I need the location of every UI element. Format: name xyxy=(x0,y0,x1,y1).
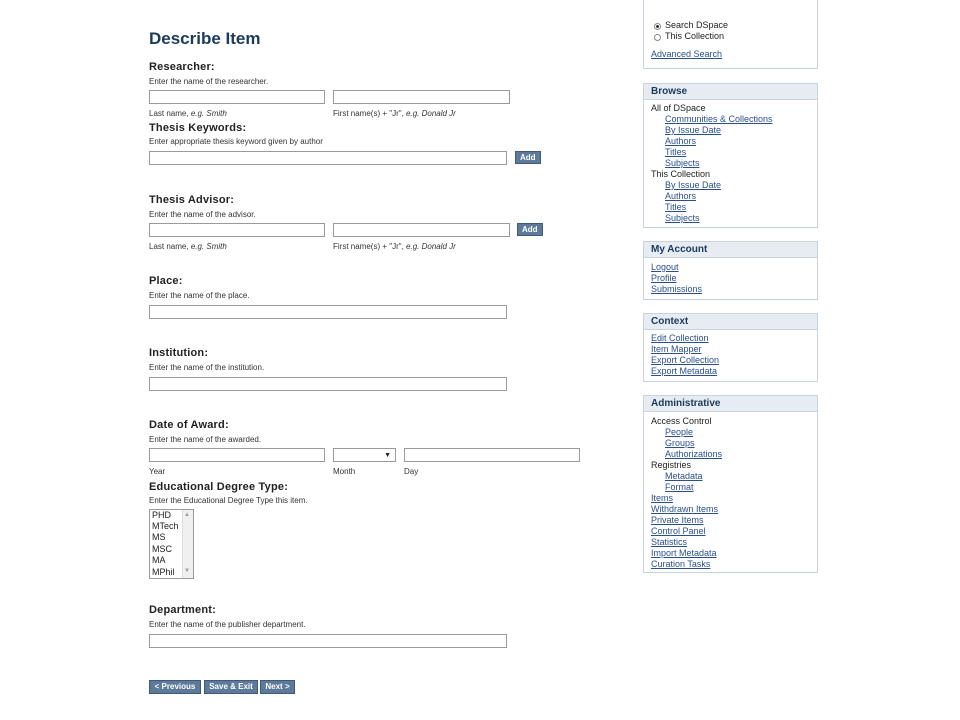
keywords-label: Thesis Keywords: xyxy=(149,122,247,134)
place-label: Place: xyxy=(149,275,183,287)
browse-collection-heading: This Collection xyxy=(651,169,711,179)
browse-titles-link[interactable]: Titles xyxy=(665,147,687,157)
browse-issue-date-link[interactable]: By Issue Date xyxy=(665,125,722,135)
format-link[interactable]: Format xyxy=(665,482,694,492)
metadata-link[interactable]: Metadata xyxy=(665,471,703,481)
edit-collection-link[interactable]: Edit Collection xyxy=(651,333,709,343)
admin-title: Administrative xyxy=(644,396,817,412)
degree-option[interactable]: MA xyxy=(152,555,166,565)
keywords-add-button[interactable]: Add xyxy=(515,151,541,164)
context-title: Context xyxy=(644,314,817,330)
scroll-down-icon[interactable]: ▼ xyxy=(184,568,190,574)
logout-link[interactable]: Logout xyxy=(651,262,679,272)
authorizations-link[interactable]: Authorizations xyxy=(665,449,723,459)
registries-heading: Registries xyxy=(651,460,692,470)
item-mapper-link[interactable]: Item Mapper xyxy=(651,344,702,354)
import-metadata-link[interactable]: Import Metadata xyxy=(651,548,717,558)
listbox-scrollbar[interactable] xyxy=(182,510,193,578)
groups-link[interactable]: Groups xyxy=(665,438,695,448)
scroll-up-icon[interactable]: ▲ xyxy=(184,512,190,518)
researcher-first-name-input[interactable] xyxy=(333,90,510,104)
degree-option[interactable]: MTech xyxy=(152,521,179,531)
control-panel-link[interactable]: Control Panel xyxy=(651,526,706,536)
export-collection-link[interactable]: Export Collection xyxy=(651,355,720,365)
department-input[interactable] xyxy=(149,634,507,648)
date-award-label: Date of Award: xyxy=(149,419,229,431)
collection-authors-link[interactable]: Authors xyxy=(665,191,697,201)
advisor-label: Thesis Advisor: xyxy=(149,194,235,206)
browse-title: Browse xyxy=(644,84,817,100)
chevron-down-icon: ▼ xyxy=(384,452,391,459)
advisor-help: Enter the name of the advisor. xyxy=(149,210,256,219)
search-dspace-label: Search DSpace xyxy=(665,20,729,30)
degree-option[interactable]: MSC xyxy=(152,544,172,554)
page-title: Describe Item xyxy=(149,29,261,48)
advisor-last-name-input[interactable] xyxy=(149,223,325,237)
department-label: Department: xyxy=(149,604,216,616)
advisor-last-hint: Last name, e.g. Smith xyxy=(149,242,227,251)
withdrawn-items-link[interactable]: Withdrawn Items xyxy=(651,504,719,514)
place-input[interactable] xyxy=(149,305,507,319)
advanced-search-link[interactable]: Advanced Search xyxy=(651,49,723,59)
advisor-add-button[interactable]: Add xyxy=(517,223,543,236)
collection-issue-date-link[interactable]: By Issue Date xyxy=(665,180,722,190)
keywords-help: Enter appropriate thesis keyword given by author xyxy=(149,137,323,146)
researcher-last-hint: Last name, e.g. Smith xyxy=(149,109,227,118)
degree-label: Educational Degree Type: xyxy=(149,481,289,493)
curation-tasks-link[interactable]: Curation Tasks xyxy=(651,559,711,569)
browse-authors-link[interactable]: Authors xyxy=(665,136,697,146)
year-input[interactable] xyxy=(149,448,325,462)
month-select[interactable] xyxy=(333,448,396,462)
institution-help: Enter the name of the institution. xyxy=(149,363,265,372)
researcher-first-hint: First name(s) + "Jr", e.g. Donald Jr xyxy=(333,109,456,118)
date-award-help: Enter the name of the awarded. xyxy=(149,435,262,444)
department-help: Enter the name of the publisher department. xyxy=(149,620,306,629)
submissions-link[interactable]: Submissions xyxy=(651,284,703,294)
researcher-help: Enter the name of the researcher. xyxy=(149,77,269,86)
degree-option[interactable]: MPhil xyxy=(152,567,175,577)
advisor-first-hint: First name(s) + "Jr", e.g. Donald Jr xyxy=(333,242,456,251)
search-collection-radio[interactable] xyxy=(654,34,661,41)
degree-option[interactable]: PHD xyxy=(152,510,172,520)
institution-input[interactable] xyxy=(149,377,507,391)
items-link[interactable]: Items xyxy=(651,493,674,503)
private-items-link[interactable]: Private Items xyxy=(651,515,704,525)
profile-link[interactable]: Profile xyxy=(651,273,677,283)
day-hint: Day xyxy=(404,467,419,476)
search-collection-label: This Collection xyxy=(665,31,725,41)
month-hint: Month xyxy=(333,467,356,476)
statistics-link[interactable]: Statistics xyxy=(651,537,688,547)
save-exit-button[interactable]: Save & Exit xyxy=(204,680,258,694)
day-input[interactable] xyxy=(404,448,580,462)
advisor-first-name-input[interactable] xyxy=(333,223,510,237)
search-dspace-radio[interactable] xyxy=(654,23,661,30)
researcher-label: Researcher: xyxy=(149,61,215,73)
collection-titles-link[interactable]: Titles xyxy=(665,202,687,212)
browse-communities-link[interactable]: Communities & Collections xyxy=(665,114,773,124)
export-metadata-link[interactable]: Export Metadata xyxy=(651,366,718,376)
degree-option[interactable]: MS xyxy=(152,532,166,542)
year-hint: Year xyxy=(149,467,166,476)
institution-label: Institution: xyxy=(149,347,209,359)
access-control-heading: Access Control xyxy=(651,416,712,426)
keywords-input[interactable] xyxy=(149,151,507,165)
place-help: Enter the name of the place. xyxy=(149,291,250,300)
researcher-last-name-input[interactable] xyxy=(149,90,325,104)
degree-listbox[interactable] xyxy=(149,509,194,579)
browse-subjects-link[interactable]: Subjects xyxy=(665,158,700,168)
previous-button[interactable]: < Previous xyxy=(149,680,201,694)
people-link[interactable]: People xyxy=(665,427,694,437)
next-button[interactable]: Next > xyxy=(260,680,295,694)
degree-help: Enter the Educational Degree Type this item. xyxy=(149,496,308,505)
account-title: My Account xyxy=(644,242,817,258)
browse-all-heading: All of DSpace xyxy=(651,103,706,113)
collection-subjects-link[interactable]: Subjects xyxy=(665,213,700,223)
